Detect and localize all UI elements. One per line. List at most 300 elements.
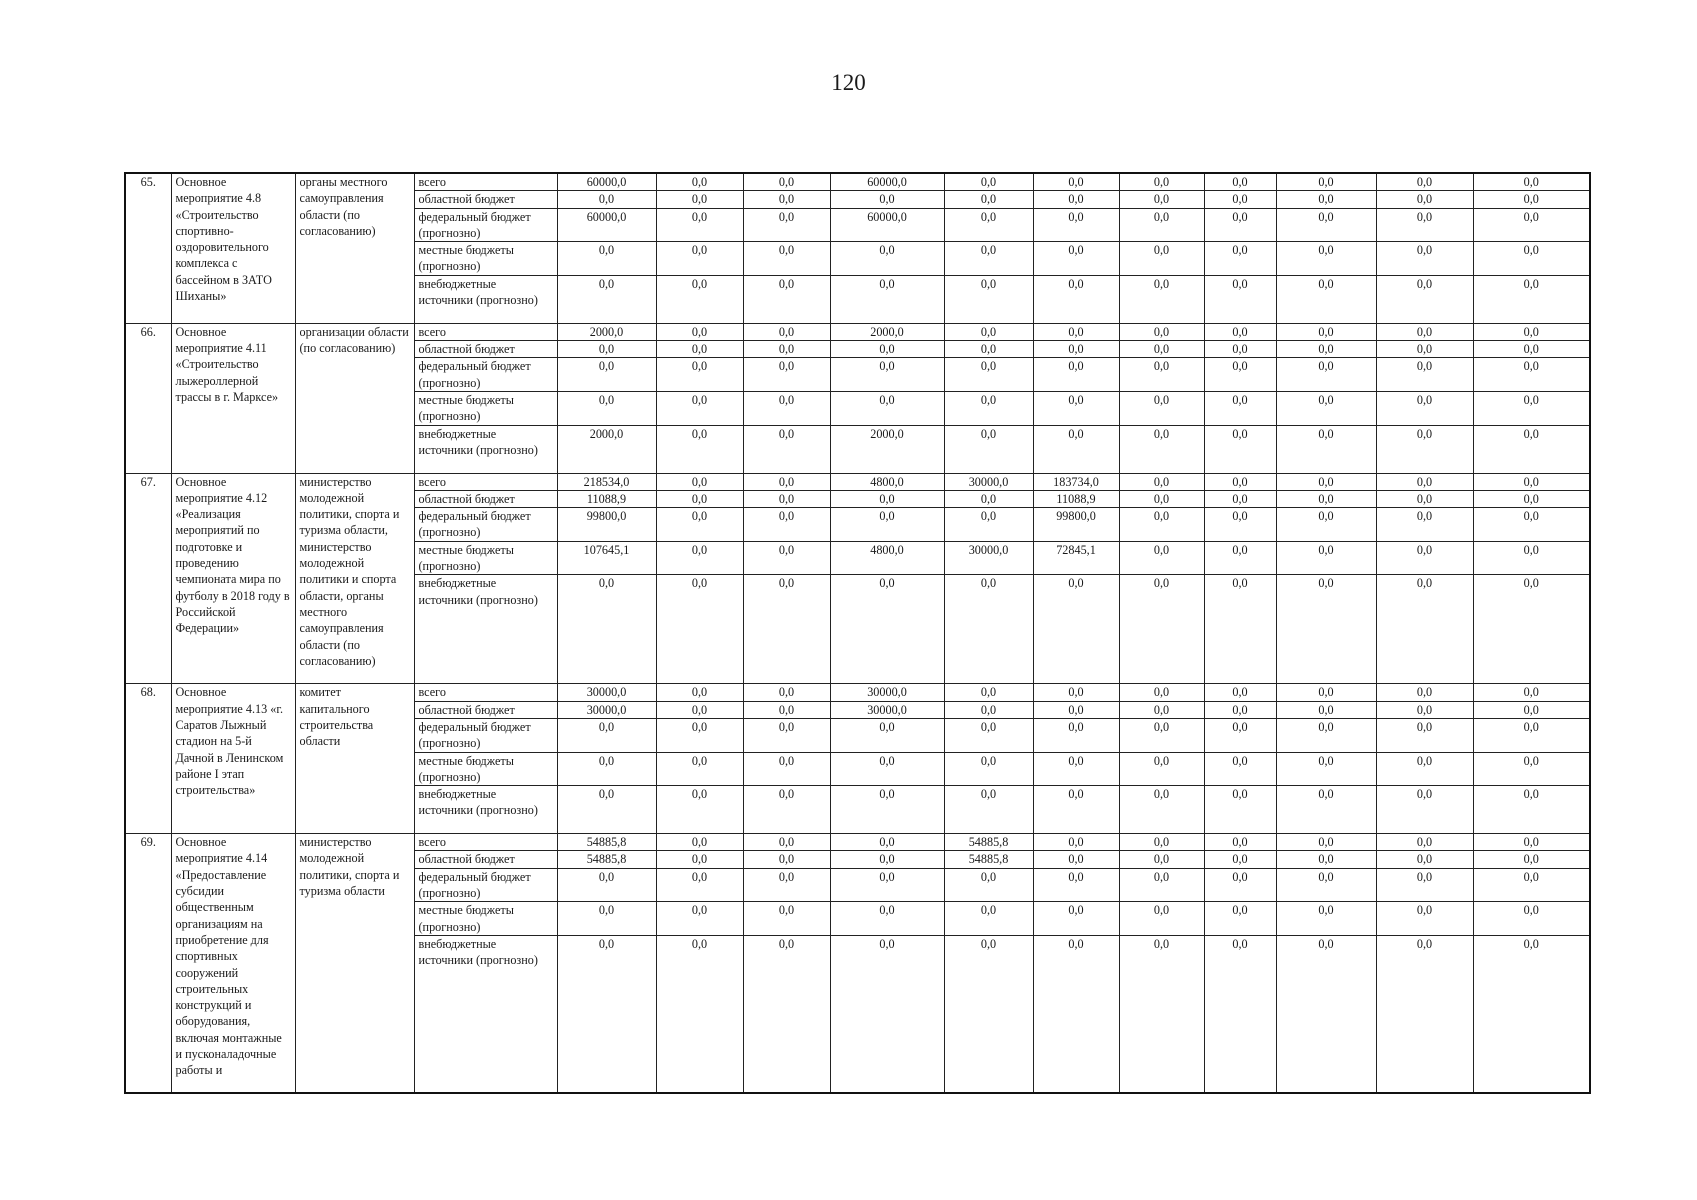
amount-cell: 0,0: [1204, 323, 1276, 340]
amount-cell: 0,0: [1473, 173, 1590, 191]
amount-cell: 0,0: [1033, 575, 1119, 684]
amount-cell: 0,0: [656, 786, 743, 834]
amount-cell: 0,0: [1473, 490, 1590, 507]
funding-source: всего: [414, 473, 557, 490]
amount-cell: 54885,8: [557, 834, 656, 851]
amount-cell: 0,0: [1473, 191, 1590, 208]
amount-cell: 0,0: [830, 834, 944, 851]
amount-cell: 0,0: [1033, 208, 1119, 242]
amount-cell: 0,0: [1276, 358, 1376, 392]
amount-cell: 0,0: [743, 868, 830, 902]
amount-cell: 0,0: [830, 508, 944, 542]
amount-cell: 0,0: [1033, 851, 1119, 868]
amount-cell: 2000,0: [557, 323, 656, 340]
amount-cell: 0,0: [1204, 718, 1276, 752]
amount-cell: 0,0: [944, 191, 1033, 208]
amount-cell: 0,0: [1033, 358, 1119, 392]
funding-source: областной бюджет: [414, 341, 557, 358]
page-number: 120: [831, 70, 866, 95]
amount-cell: 0,0: [1376, 935, 1473, 1093]
amount-cell: 0,0: [557, 358, 656, 392]
amount-cell: 0,0: [1119, 752, 1204, 786]
amount-cell: 0,0: [1473, 391, 1590, 425]
amount-cell: 0,0: [944, 208, 1033, 242]
funding-source: местные бюджеты (прогнозно): [414, 902, 557, 936]
amount-cell: 0,0: [743, 208, 830, 242]
amount-cell: 0,0: [1473, 752, 1590, 786]
amount-cell: 0,0: [1276, 323, 1376, 340]
funding-source: внебюджетные источники (прогнозно): [414, 425, 557, 473]
amount-cell: 0,0: [830, 490, 944, 507]
amount-cell: 0,0: [1033, 391, 1119, 425]
funding-source: областной бюджет: [414, 490, 557, 507]
amount-cell: 0,0: [944, 786, 1033, 834]
amount-cell: 0,0: [1276, 718, 1376, 752]
amount-cell: 0,0: [1473, 834, 1590, 851]
amount-cell: 0,0: [1376, 902, 1473, 936]
amount-cell: 0,0: [830, 191, 944, 208]
amount-cell: 0,0: [1276, 275, 1376, 323]
amount-cell: 0,0: [557, 786, 656, 834]
amount-cell: 0,0: [1033, 902, 1119, 936]
amount-cell: 30000,0: [557, 701, 656, 718]
row-number: 65.: [125, 173, 171, 323]
funding-source: внебюджетные источники (прогнозно): [414, 575, 557, 684]
amount-cell: 0,0: [557, 242, 656, 276]
row-number: 66.: [125, 323, 171, 473]
funding-source: всего: [414, 323, 557, 340]
amount-cell: 0,0: [944, 508, 1033, 542]
amount-cell: 4800,0: [830, 541, 944, 575]
amount-cell: 0,0: [656, 834, 743, 851]
amount-cell: 0,0: [656, 358, 743, 392]
amount-cell: 0,0: [743, 718, 830, 752]
amount-cell: 0,0: [1204, 473, 1276, 490]
amount-cell: 0,0: [1119, 473, 1204, 490]
amount-cell: 0,0: [557, 752, 656, 786]
activity-name: Основное мероприятие 4.8 «Строительство спортивно-оздоровительного комплекса с бассейном в ЗАТО Шиханы»: [171, 173, 295, 323]
amount-cell: 0,0: [743, 425, 830, 473]
funding-source: всего: [414, 173, 557, 191]
amount-cell: 0,0: [656, 868, 743, 902]
funding-source: федеральный бюджет (прогнозно): [414, 868, 557, 902]
amount-cell: 30000,0: [830, 701, 944, 718]
amount-cell: 0,0: [743, 358, 830, 392]
activity-name: Основное мероприятие 4.13 «г. Саратов Лыжный стадион на 5-й Дачной в Ленинском районе I этап строительства»: [171, 684, 295, 834]
amount-cell: 0,0: [557, 191, 656, 208]
amount-cell: 0,0: [1473, 473, 1590, 490]
amount-cell: 0,0: [1119, 786, 1204, 834]
amount-cell: 0,0: [743, 902, 830, 936]
amount-cell: 0,0: [1204, 541, 1276, 575]
amount-cell: 0,0: [830, 851, 944, 868]
funding-source: областной бюджет: [414, 851, 557, 868]
amount-cell: 0,0: [1376, 323, 1473, 340]
amount-cell: 0,0: [1119, 191, 1204, 208]
amount-cell: 0,0: [656, 425, 743, 473]
amount-cell: 0,0: [1276, 208, 1376, 242]
amount-cell: 0,0: [1276, 242, 1376, 276]
amount-cell: 0,0: [656, 473, 743, 490]
amount-cell: 0,0: [656, 391, 743, 425]
amount-cell: 0,0: [1473, 358, 1590, 392]
amount-cell: 0,0: [557, 575, 656, 684]
amount-cell: 0,0: [1276, 173, 1376, 191]
amount-cell: 0,0: [1276, 508, 1376, 542]
amount-cell: 0,0: [743, 173, 830, 191]
amount-cell: 0,0: [1204, 575, 1276, 684]
amount-cell: 0,0: [656, 851, 743, 868]
amount-cell: 0,0: [743, 323, 830, 340]
amount-cell: 11088,9: [1033, 490, 1119, 507]
amount-cell: 0,0: [944, 425, 1033, 473]
amount-cell: 0,0: [1204, 786, 1276, 834]
amount-cell: 0,0: [1119, 275, 1204, 323]
amount-cell: 0,0: [1473, 851, 1590, 868]
amount-cell: 0,0: [1276, 391, 1376, 425]
amount-cell: 0,0: [1473, 425, 1590, 473]
amount-cell: 0,0: [1473, 935, 1590, 1093]
amount-cell: 0,0: [944, 902, 1033, 936]
amount-cell: 0,0: [1119, 935, 1204, 1093]
amount-cell: 0,0: [944, 935, 1033, 1093]
amount-cell: 0,0: [830, 242, 944, 276]
amount-cell: 60000,0: [557, 208, 656, 242]
amount-cell: 0,0: [1473, 541, 1590, 575]
amount-cell: 0,0: [1276, 541, 1376, 575]
funding-source: федеральный бюджет (прогнозно): [414, 358, 557, 392]
amount-cell: 0,0: [1119, 575, 1204, 684]
amount-cell: 0,0: [656, 935, 743, 1093]
amount-cell: 0,0: [1376, 208, 1473, 242]
amount-cell: 0,0: [557, 902, 656, 936]
amount-cell: 0,0: [1204, 902, 1276, 936]
amount-cell: 0,0: [1119, 490, 1204, 507]
amount-cell: 0,0: [743, 508, 830, 542]
amount-cell: 0,0: [743, 752, 830, 786]
amount-cell: 0,0: [1119, 868, 1204, 902]
amount-cell: 0,0: [944, 718, 1033, 752]
funding-source: федеральный бюджет (прогнозно): [414, 208, 557, 242]
amount-cell: 0,0: [1276, 786, 1376, 834]
amount-cell: 0,0: [830, 902, 944, 936]
amount-cell: 0,0: [1276, 684, 1376, 701]
amount-cell: 0,0: [1119, 541, 1204, 575]
amount-cell: 0,0: [1473, 684, 1590, 701]
amount-cell: 0,0: [944, 752, 1033, 786]
amount-cell: 0,0: [1204, 834, 1276, 851]
amount-cell: 11088,9: [557, 490, 656, 507]
amount-cell: 30000,0: [944, 541, 1033, 575]
amount-cell: 0,0: [1376, 786, 1473, 834]
amount-cell: 0,0: [830, 752, 944, 786]
amount-cell: 0,0: [1033, 173, 1119, 191]
amount-cell: 0,0: [743, 490, 830, 507]
funding-source: внебюджетные источники (прогнозно): [414, 935, 557, 1093]
amount-cell: 0,0: [1376, 575, 1473, 684]
amount-cell: 0,0: [1376, 391, 1473, 425]
amount-cell: 0,0: [1204, 173, 1276, 191]
amount-cell: 99800,0: [1033, 508, 1119, 542]
amount-cell: 0,0: [743, 191, 830, 208]
amount-cell: 0,0: [656, 173, 743, 191]
amount-cell: 0,0: [944, 358, 1033, 392]
amount-cell: 0,0: [1119, 684, 1204, 701]
amount-cell: 0,0: [830, 935, 944, 1093]
amount-cell: 0,0: [1473, 341, 1590, 358]
amount-cell: 0,0: [830, 786, 944, 834]
amount-cell: 0,0: [656, 242, 743, 276]
amount-cell: 72845,1: [1033, 541, 1119, 575]
executor: органы местного самоуправления области (по согласованию): [295, 173, 414, 323]
amount-cell: 0,0: [1276, 575, 1376, 684]
amount-cell: 0,0: [1376, 275, 1473, 323]
amount-cell: 0,0: [1376, 191, 1473, 208]
row-number: 69.: [125, 834, 171, 1094]
amount-cell: 0,0: [1033, 323, 1119, 340]
amount-cell: 0,0: [743, 701, 830, 718]
amount-cell: 0,0: [656, 684, 743, 701]
amount-cell: 0,0: [944, 701, 1033, 718]
amount-cell: 0,0: [1204, 425, 1276, 473]
amount-cell: 0,0: [1119, 173, 1204, 191]
amount-cell: 0,0: [557, 391, 656, 425]
amount-cell: 0,0: [1033, 834, 1119, 851]
amount-cell: 0,0: [1119, 323, 1204, 340]
amount-cell: 0,0: [743, 834, 830, 851]
amount-cell: 0,0: [1204, 752, 1276, 786]
amount-cell: 0,0: [944, 341, 1033, 358]
amount-cell: 0,0: [1119, 851, 1204, 868]
activity-name: Основное мероприятие 4.11 «Строительство лыжероллерной трассы в г. Марксе»: [171, 323, 295, 473]
amount-cell: 0,0: [1204, 701, 1276, 718]
amount-cell: 0,0: [1033, 786, 1119, 834]
amount-cell: 0,0: [1376, 684, 1473, 701]
amount-cell: 107645,1: [557, 541, 656, 575]
amount-cell: 0,0: [1204, 242, 1276, 276]
amount-cell: 0,0: [1473, 902, 1590, 936]
amount-cell: 0,0: [656, 902, 743, 936]
amount-cell: 0,0: [1033, 701, 1119, 718]
amount-cell: 0,0: [830, 275, 944, 323]
amount-cell: 0,0: [743, 341, 830, 358]
amount-cell: 0,0: [557, 718, 656, 752]
amount-cell: 0,0: [557, 935, 656, 1093]
amount-cell: 0,0: [1204, 191, 1276, 208]
amount-cell: 99800,0: [557, 508, 656, 542]
amount-cell: 0,0: [944, 275, 1033, 323]
amount-cell: 0,0: [1119, 701, 1204, 718]
amount-cell: 60000,0: [830, 208, 944, 242]
amount-cell: 0,0: [944, 868, 1033, 902]
amount-cell: 0,0: [1033, 868, 1119, 902]
amount-cell: 0,0: [1033, 718, 1119, 752]
amount-cell: 0,0: [1276, 191, 1376, 208]
executor: комитет капитального строительства области: [295, 684, 414, 834]
amount-cell: 0,0: [656, 718, 743, 752]
funding-source: местные бюджеты (прогнозно): [414, 242, 557, 276]
amount-cell: 0,0: [656, 275, 743, 323]
amount-cell: 0,0: [944, 391, 1033, 425]
amount-cell: 0,0: [743, 786, 830, 834]
amount-cell: 0,0: [1204, 391, 1276, 425]
amount-cell: 0,0: [1473, 275, 1590, 323]
amount-cell: 0,0: [1204, 358, 1276, 392]
amount-cell: 0,0: [1376, 851, 1473, 868]
activity-name: Основное мероприятие 4.14 «Предоставление субсидии общественным организациям на приобретение для спортивных сооружений строительных конструкций и оборудования, включая монтажные и пусконаладочные работы и: [171, 834, 295, 1094]
amount-cell: 0,0: [1033, 341, 1119, 358]
amount-cell: 0,0: [1204, 275, 1276, 323]
table-row: [125, 834, 1590, 851]
amount-cell: 0,0: [1473, 575, 1590, 684]
amount-cell: 0,0: [1033, 752, 1119, 786]
funding-source: федеральный бюджет (прогнозно): [414, 508, 557, 542]
amount-cell: 0,0: [1376, 701, 1473, 718]
executor: министерство молодежной политики, спорта и туризма области, министерство молодежной политики и спорта области, органы местного самоуправления области (по согласованию): [295, 473, 414, 684]
amount-cell: 0,0: [1033, 191, 1119, 208]
amount-cell: 0,0: [1276, 868, 1376, 902]
amount-cell: 0,0: [1473, 208, 1590, 242]
amount-cell: 0,0: [1473, 701, 1590, 718]
amount-cell: 0,0: [1276, 701, 1376, 718]
amount-cell: 0,0: [1276, 425, 1376, 473]
row-number: 67.: [125, 473, 171, 684]
amount-cell: 0,0: [944, 173, 1033, 191]
funding-source: местные бюджеты (прогнозно): [414, 391, 557, 425]
amount-cell: 0,0: [656, 490, 743, 507]
amount-cell: 0,0: [656, 508, 743, 542]
amount-cell: 0,0: [1119, 391, 1204, 425]
amount-cell: 0,0: [1376, 868, 1473, 902]
amount-cell: 0,0: [1204, 868, 1276, 902]
amount-cell: 54885,8: [944, 851, 1033, 868]
amount-cell: 0,0: [1033, 242, 1119, 276]
amount-cell: 0,0: [1033, 275, 1119, 323]
amount-cell: 0,0: [743, 473, 830, 490]
amount-cell: 0,0: [557, 868, 656, 902]
amount-cell: 0,0: [1276, 490, 1376, 507]
funding-source: местные бюджеты (прогнозно): [414, 541, 557, 575]
amount-cell: 0,0: [656, 541, 743, 575]
amount-cell: 0,0: [944, 575, 1033, 684]
funding-source: областной бюджет: [414, 191, 557, 208]
amount-cell: 0,0: [1276, 902, 1376, 936]
amount-cell: 0,0: [656, 208, 743, 242]
amount-cell: 0,0: [1276, 473, 1376, 490]
amount-cell: 0,0: [944, 323, 1033, 340]
amount-cell: 0,0: [1119, 341, 1204, 358]
amount-cell: 0,0: [1033, 684, 1119, 701]
amount-cell: 0,0: [557, 341, 656, 358]
amount-cell: 0,0: [1376, 341, 1473, 358]
amount-cell: 0,0: [1119, 242, 1204, 276]
budget-table: [124, 172, 1591, 1094]
amount-cell: 0,0: [1473, 508, 1590, 542]
amount-cell: 0,0: [1473, 323, 1590, 340]
amount-cell: 0,0: [1276, 935, 1376, 1093]
amount-cell: 0,0: [830, 868, 944, 902]
amount-cell: 0,0: [1204, 508, 1276, 542]
amount-cell: 0,0: [1119, 834, 1204, 851]
amount-cell: 0,0: [656, 575, 743, 684]
table-row: [125, 473, 1590, 490]
amount-cell: 0,0: [1376, 834, 1473, 851]
table-row: [125, 173, 1590, 191]
funding-source: всего: [414, 834, 557, 851]
table-row: [125, 323, 1590, 340]
amount-cell: 0,0: [656, 191, 743, 208]
amount-cell: 2000,0: [557, 425, 656, 473]
amount-cell: 0,0: [656, 701, 743, 718]
amount-cell: 60000,0: [557, 173, 656, 191]
amount-cell: 0,0: [1204, 935, 1276, 1093]
amount-cell: 183734,0: [1033, 473, 1119, 490]
funding-source: областной бюджет: [414, 701, 557, 718]
amount-cell: 0,0: [1119, 902, 1204, 936]
amount-cell: 0,0: [944, 684, 1033, 701]
amount-cell: 30000,0: [557, 684, 656, 701]
amount-cell: 0,0: [830, 718, 944, 752]
amount-cell: 0,0: [743, 935, 830, 1093]
amount-cell: 0,0: [1376, 173, 1473, 191]
amount-cell: 0,0: [1276, 341, 1376, 358]
amount-cell: 0,0: [743, 541, 830, 575]
executor: организации области (по согласованию): [295, 323, 414, 473]
executor: министерство молодежной политики, спорта и туризма области: [295, 834, 414, 1094]
amount-cell: 0,0: [1204, 208, 1276, 242]
amount-cell: 0,0: [944, 242, 1033, 276]
amount-cell: 30000,0: [830, 684, 944, 701]
amount-cell: 0,0: [1376, 425, 1473, 473]
amount-cell: 0,0: [1376, 752, 1473, 786]
amount-cell: 0,0: [557, 275, 656, 323]
amount-cell: 2000,0: [830, 425, 944, 473]
amount-cell: 0,0: [1119, 425, 1204, 473]
amount-cell: 0,0: [1376, 508, 1473, 542]
amount-cell: 0,0: [743, 275, 830, 323]
amount-cell: 0,0: [1276, 752, 1376, 786]
amount-cell: 0,0: [743, 575, 830, 684]
amount-cell: 30000,0: [944, 473, 1033, 490]
amount-cell: 0,0: [1204, 684, 1276, 701]
amount-cell: 0,0: [944, 490, 1033, 507]
amount-cell: 0,0: [1376, 490, 1473, 507]
amount-cell: 0,0: [656, 752, 743, 786]
amount-cell: 0,0: [1204, 851, 1276, 868]
amount-cell: 0,0: [656, 341, 743, 358]
amount-cell: 0,0: [1276, 834, 1376, 851]
amount-cell: 0,0: [1376, 718, 1473, 752]
amount-cell: 0,0: [830, 391, 944, 425]
funding-source: местные бюджеты (прогнозно): [414, 752, 557, 786]
amount-cell: 54885,8: [557, 851, 656, 868]
amount-cell: 0,0: [1376, 473, 1473, 490]
amount-cell: 0,0: [743, 391, 830, 425]
amount-cell: 60000,0: [830, 173, 944, 191]
amount-cell: 0,0: [830, 341, 944, 358]
amount-cell: 218534,0: [557, 473, 656, 490]
amount-cell: 2000,0: [830, 323, 944, 340]
amount-cell: 0,0: [743, 684, 830, 701]
amount-cell: 0,0: [830, 358, 944, 392]
amount-cell: 0,0: [1119, 358, 1204, 392]
funding-source: всего: [414, 684, 557, 701]
funding-source: федеральный бюджет (прогнозно): [414, 718, 557, 752]
funding-source: внебюджетные источники (прогнозно): [414, 275, 557, 323]
amount-cell: 0,0: [1204, 490, 1276, 507]
amount-cell: 0,0: [1376, 358, 1473, 392]
amount-cell: 4800,0: [830, 473, 944, 490]
